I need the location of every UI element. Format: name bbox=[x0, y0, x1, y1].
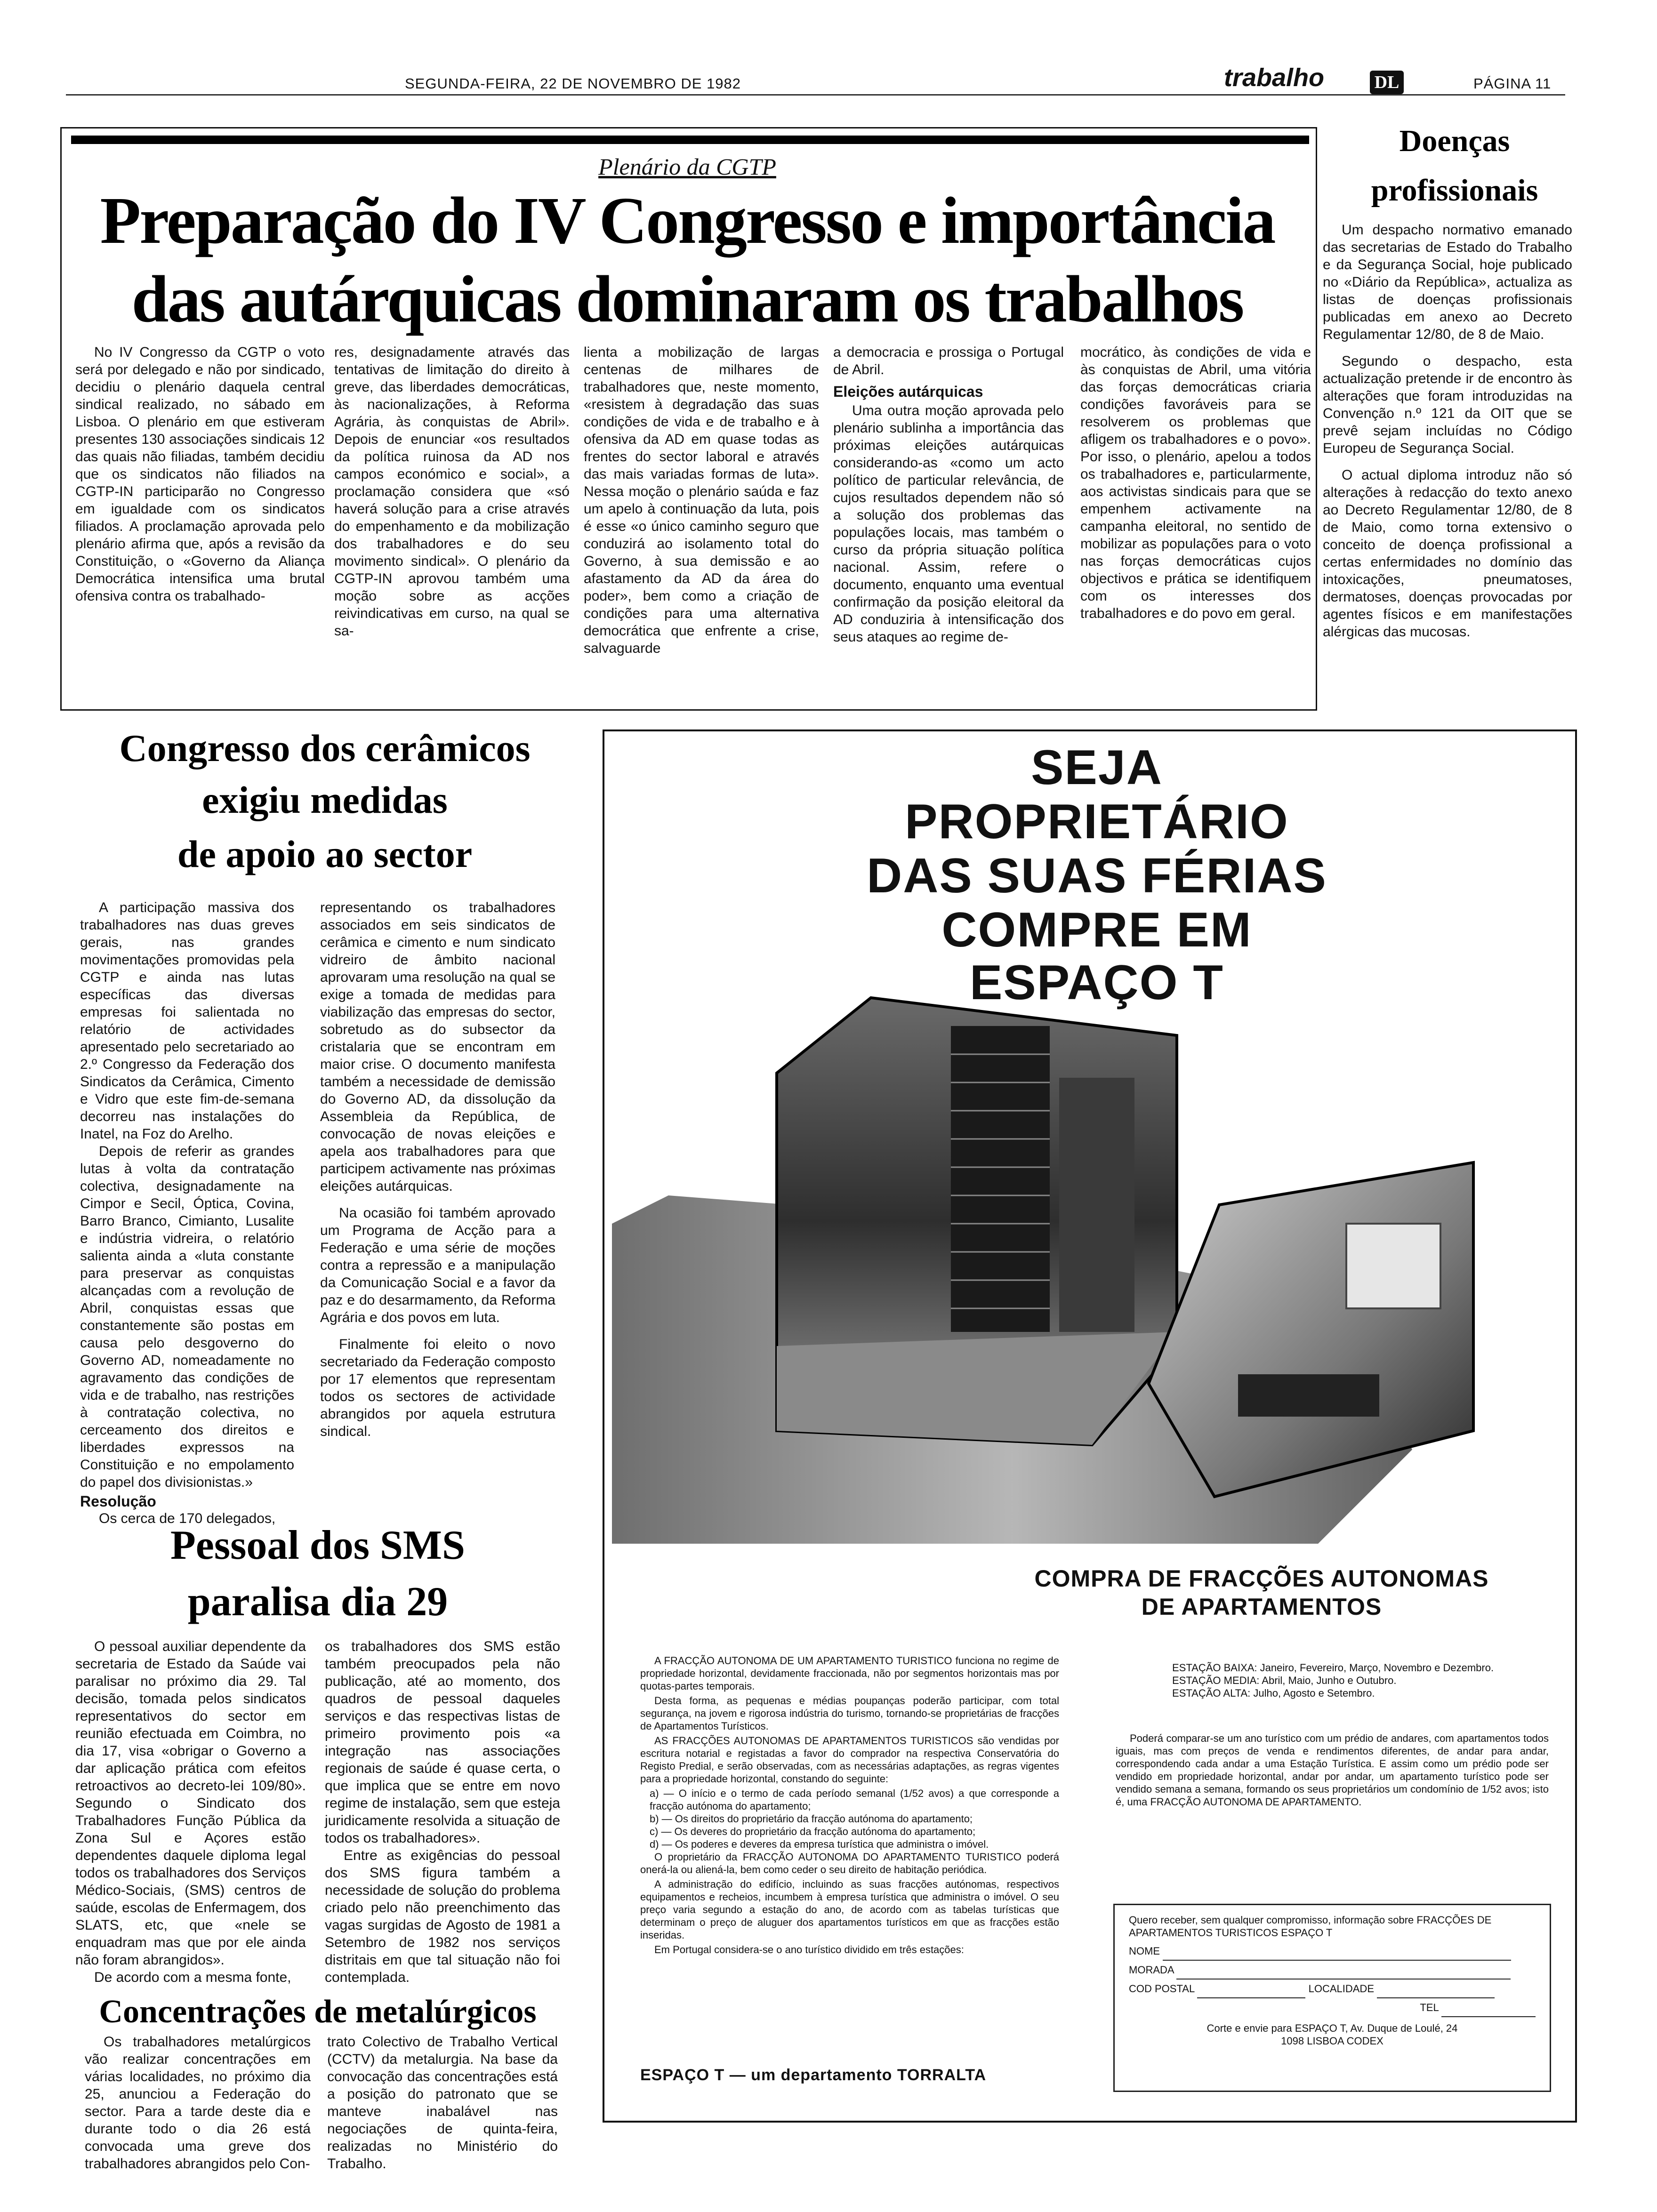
main-col-5-text: mocrático, às condições de vida e às conquistas de Abril, uma vitória das forças democráticas criaria condições favoráveis para se resolverem os problemas que afligem os trabalhadores e o povo». Por isso, o plenário, apelou a todos os trabalhadores e, particularmente, aos activistas sindicais para que se empenhem activamente na campanha eleitoral, no sentido de mobilizar as populações para o voto nas forças democráticas cujos objectivos e prática se identifiquem com os interesses dos trabalhadores e do povo em geral. bbox=[1080, 345, 1311, 621]
coupon-name-label: NOME bbox=[1129, 1945, 1160, 1957]
coupon-footer-1: Corte e envie para ESPAÇO T, Av. Duque de Loulé, 24 bbox=[1207, 2022, 1458, 2034]
ad-headline-4: COMPRE EM ESPAÇO T bbox=[941, 903, 1252, 1010]
sms-title-2: paralisa dia 29 bbox=[187, 1579, 448, 1625]
sms-col-2 bbox=[325, 1638, 560, 1986]
ceramicos-subhead: Resolução bbox=[80, 1493, 156, 1510]
main-col-4-text-a: a democracia e prossiga o Portugal de Abril. bbox=[833, 345, 1064, 377]
top-thick-rule bbox=[71, 136, 1309, 144]
logo-letters: DL bbox=[1374, 72, 1400, 92]
ceramicos-col-1-a: A participação massiva dos trabalhadores nas duas greves gerais, nas grandes movimentações promovidas pela CGTP e ainda nas lutas específicas das diversas empresas foi salientada no relatório de actividades apresentado pelo secretariado ao 2.º Congresso da Federação dos Sindicatos da Cerâmica, Cimento e Vidro que este fim-de-semana decorreu nas instalações do Inatel, na Foz do Arelho. bbox=[80, 900, 294, 1142]
header-rule bbox=[66, 94, 1565, 96]
page-header bbox=[0, 56, 1657, 104]
coupon-address-field[interactable] bbox=[1176, 1966, 1511, 1980]
doencas-body bbox=[1323, 221, 1572, 641]
metalurgicos-col-2 bbox=[327, 2033, 558, 2172]
ad-left-p4: O proprietário da FRACÇÃO AUTONOMA DO APARTAMENTO TURISTICO poderá onerá-la ou aliená-la, bem como ceder o seu direito de habitação periódica. bbox=[640, 1851, 1059, 1875]
main-col-2 bbox=[325, 344, 570, 640]
coupon-postal-row bbox=[1129, 1980, 1536, 1998]
coupon-intro: Quero receber, sem qualquer compromisso, informação sobre FRACÇÕES DE APARTAMENTOS TURISTICOS ESPAÇO T bbox=[1129, 1914, 1492, 1939]
header-date: SEGUNDA-FEIRA, 22 DE NOVEMBRO DE 1982 bbox=[405, 75, 741, 92]
ad-headline-3: DAS SUAS FÉRIAS bbox=[867, 849, 1327, 903]
ad-coupon bbox=[1113, 1904, 1551, 2092]
ceramicos-title-2: exigiu medidas bbox=[202, 778, 448, 821]
ad-interior-window bbox=[1346, 1224, 1440, 1308]
main-col-2-text: res, designadamente através das tentativas de limitação do direito à greve, das liberdades democráticas, às nacionalizações, à Reforma Agrária, às conquistas de Abril». Depois de enunciar «os resultados da política ruinosa da AD nos campos económico e social», a proclamação considera que «só haverá solução para a crise através do empenhamento e da mobilização dos trabalhadores e do seu movimento sindical». O plenário da CGTP-IN aprovou também uma moção sobre as acções reivindicativas em curso, na qual se sa- bbox=[334, 345, 570, 639]
coupon-footer-2: 1098 LISBOA CODEX bbox=[1281, 2035, 1384, 2047]
ad-left-p1: A FRACÇÃO AUTONOMA DE UM APARTAMENTO TURISTICO funciona no regime de propriedade horizontal, devidamente fraccionada, não por segmentos horizontais mas por quotas-partes temporais. bbox=[640, 1655, 1059, 1692]
coupon-address-row bbox=[1129, 1961, 1536, 1980]
doencas-title-2: profissionais bbox=[1371, 173, 1538, 208]
ad-list-item-d: d) — Os poderes e deveres da empresa turística que administra o imóvel. bbox=[650, 1838, 989, 1850]
ad-left-list bbox=[640, 1787, 1059, 1851]
article-headline-1: Preparação do IV Congresso e importância bbox=[100, 183, 1275, 257]
ad-side-tower bbox=[1059, 1078, 1134, 1332]
ad-interior-panel bbox=[1149, 1162, 1473, 1497]
main-col-3 bbox=[584, 344, 819, 657]
sms-col-1-a: O pessoal auxiliar dependente da secretaria de Estado da Saúde vai paralisar no próximo dia 29. Tal decisão, tomada pelos sindicatos representativos do sector em reunião efectuada em Coimbra, no dia 17, visa «obrigar o Governo a dar aplicação prática com efeitos retroactivos ao decreto-lei 109/80». Segundo o Sindicato dos Trabalhadores Função Pública da Zona Sul e Açores estão dependentes daquele diploma legal todos os trabalhadores dos Serviços Médico-Sociais, (SMS) centros de saúde, escolas de Enfermagem, dos SLATS, etc, que «nele se enquadram mas que por ele ainda não foram abrangidos». bbox=[75, 1639, 306, 1968]
ad-season-low: ESTAÇÃO BAIXA: Janeiro, Fevereiro, Março, Novembro e Dezembro. bbox=[1172, 1662, 1494, 1674]
sms-col-2-a: os trabalhadores dos SMS estão também preocupados pela não publicação, até ao momento, dos quadros de pessoal daqueles serviços e das respectivas listas de primeiro provimento pois «a integração nas associações regionais de saúde é quase certa, o que implica que se entre em novo regime de instalação, sem que esteja juridicamente resolvida a situação de todos os trabalhadores». bbox=[325, 1639, 560, 1846]
sms-col-2-b: Entre as exigências do pessoal dos SMS figura também a necessidade de solução do problema criado pelo não preenchimento das vagas surgidas de Agosto de 1981 a Setembro de 1982 nos serviços distritais em que tal situação não foi contemplada. bbox=[325, 1848, 560, 1985]
doencas-p1: Um despacho normativo emanado das secretarias de Estado do Trabalho e da Segurança Social, hoje publicado no «Diário da República», actualiza as listas de doenças profissionais publicadas em anexo ao Decreto Regulamentar 12/80, de 8 de Maio. bbox=[1323, 222, 1572, 342]
ceramicos-col-2-b: Na ocasião foi também aprovado um Programa de Acção para a Federação e uma série de moções contra a repressão e a manipulação da Comunicação Social e a favor da paz e do desarmamento, da Reforma Agrária e dos povos em luta. bbox=[320, 1205, 555, 1325]
ceramicos-col-1-c: Os cerca de 170 delegados, bbox=[99, 1511, 276, 1526]
article-kicker: Plenário da CGTP bbox=[598, 153, 776, 180]
doencas-title-1: Doenças bbox=[1399, 124, 1510, 158]
ad-left-p5: A administração do edifício, incluindo as suas fracções autónomas, respectivos equipamentos e recheios, incumbem à empresa turística que administra o imóvel. O seu preço varia segundo a estação do ano, de acordo com as tabelas turísticas que determinam o preço de aluguer dos apartamentos turísticos em que as fracções estão inseridas. bbox=[640, 1878, 1059, 1941]
ad-interior-sofa bbox=[1238, 1374, 1379, 1417]
metalurgicos-title: Concentrações de metalúrgicos bbox=[99, 1994, 537, 2030]
ad-list-item-c: c) — Os deveres do proprietário da fracção autónoma do apartamento; bbox=[650, 1826, 976, 1837]
ceramicos-col-2-a: representando os trabalhadores associados em seis sindicatos de cerâmica e cimento e num sindicato vidreiro de âmbito nacional aprovaram uma resolução na qual se exige a tomada de medidas para viabilização das empresas do sector, sobretudo as do subsector da cristalaria que se encontram em maior crise. O documento manifesta também a necessidade de demissão do Governo AD, da dissolução da Assembleia da República, de convocação de novas eleições e apela aos trabalhadores para que participem activamente nas próximas eleições autárquicas. bbox=[320, 900, 555, 1194]
ceramicos-col-2-c: Finalmente foi eleito o novo secretariado da Federação composto por 17 elementos que representam todos os sectores de actividade abrangidos por aquela estrutura sindical. bbox=[320, 1337, 555, 1439]
masthead-name: trabalho bbox=[1224, 64, 1325, 92]
ad-left-p2: Desta forma, as pequenas e médias poupanças poderão participar, com total segurança, na jovem e rigorosa indústria do turismo, tornando-se proprietárias de fracções de Apartamentos Turísticos. bbox=[640, 1695, 1059, 1732]
main-col-1 bbox=[75, 344, 325, 605]
coupon-phone-row bbox=[1129, 1998, 1536, 2017]
metalurgicos-col-1 bbox=[85, 2033, 311, 2172]
main-col-4-subhead: Eleições autárquicas bbox=[833, 383, 983, 400]
main-col-4-text-b: Uma outra moção aprovada pelo plenário sublinha a importância das próximas eleições autárquicas considerando-as «como um acto político de particular relevância, de cujos resultados dependem não só a solução dos problemas das populações locais, mas também o curso da própria situação política nacional. Assim, refere o documento, enquanto uma eventual confirmação da posição eleitoral da AD conduziria à intensificação dos seus ataques ao regime de- bbox=[833, 403, 1064, 645]
ad-season-mid: ESTAÇÃO MEDIA: Abril, Maio, Junho e Outubro. bbox=[1172, 1675, 1397, 1686]
ceramicos-title-1: Congresso dos cerâmicos bbox=[119, 727, 531, 769]
coupon-postal-field[interactable] bbox=[1197, 1985, 1305, 1998]
ad-subheadline-1: COMPRA DE FRACÇÕES AUTONOMAS bbox=[1034, 1565, 1489, 1592]
coupon-locality-field[interactable] bbox=[1377, 1985, 1495, 1998]
metalurgicos-col-2-text: trato Colectivo de Trabalho Vertical (CCTV) da metalurgia. Na base da convocação das concentrações está a posição do patronato que se manteve inabalável nas negociações de quinta-feira, realizadas no Ministério do Trabalho. bbox=[327, 2034, 558, 2172]
ad-right-text bbox=[1116, 1732, 1549, 1810]
ceramicos-col-1-b: Depois de referir as grandes lutas à volta da contratação colectiva, designadamente na Cimpor e Secil, Óptica, Covina, Barro Branco, Cimianto, Lusalite e indústria vidreira, o relatório salienta ainda a «luta constante para preservar as conquistas alcançadas com a revolução de Abril, conquistas essas que constantemente são postas em causa pelo desgoverno do Governo AD, nomeadamente no agravamento das condições de vida e de trabalho, nas restrições à contratação colectiva, no cerceamento dos direitos e liberdades expressos na Constituição e no empolamento do papel dos divisionistas.» bbox=[80, 1144, 294, 1490]
doencas-p2: Segundo o despacho, esta actualização pretende ir de encontro às alterações que foram introduzidas na Convenção n.º 121 da OIT que se prevê sejam incluídas no Código Europeu de Segurança Social. bbox=[1323, 353, 1572, 456]
main-col-3-text: lienta a mobilização de largas centenas de milhares de trabalhadores que, neste momento, «resistem à degradação das suas condições de vida e de trabalho e à ofensiva da AD em quase todas as frentes do sector laboral e através das mais variadas formas de luta». Nessa moção o plenário saúda e faz um apelo à continuação da luta, pois é esse «o único caminho seguro que conduzirá ao isolamento total do Governo, à sua demissão e ao afastamento da AD da área do poder», bem como a criação de condições para uma alternativa democrática que enfrente a crise, salvaguarde bbox=[584, 345, 819, 656]
metalurgicos-col-1-text: Os trabalhadores metalúrgicos vão realizar concentrações em várias localidades, no próximo dia 25, anunciou a Federação do sector. Para a tarde deste dia e durante todo o dia 26 está convocada uma greve dos trabalhadores abrangidos pelo Con- bbox=[85, 2034, 311, 2172]
main-col-5 bbox=[1080, 344, 1311, 622]
sms-col-1-b: De acordo com a mesma fonte, bbox=[94, 1970, 291, 1985]
ad-left-text bbox=[640, 1654, 1059, 1958]
doencas-p3: O actual diploma introduz não só alterações à redacção do texto anexo ao Decreto Regulamentar 12/80, de 8 de Maio, como torna extensivo o conceito de doença profissional a certas enfermidades no domínio das intoxicações, pneumatoses, dermatoses, doenças provocadas por agentes físicos e em manifestações alérgicas das mucosas. bbox=[1323, 467, 1572, 640]
ceramicos-title-3: de apoio ao sector bbox=[177, 833, 473, 875]
sms-title-1: Pessoal dos SMS bbox=[170, 1523, 465, 1568]
ad-torralta-footer: ESPAÇO T — um departamento TORRALTA bbox=[640, 2066, 987, 2084]
ad-photo-illustration bbox=[612, 960, 1568, 1553]
ceramicos-col-2 bbox=[320, 899, 555, 1440]
main-col-4 bbox=[833, 344, 1064, 646]
coupon-name-row bbox=[1129, 1942, 1536, 1961]
coupon-phone-field[interactable] bbox=[1441, 2004, 1536, 2017]
coupon-locality-label: LOCALIDADE bbox=[1308, 1983, 1374, 1995]
article-headline-2: das autárquicas dominaram os trabalhos bbox=[131, 262, 1243, 336]
ad-list-item-a: a) — O início e o termo de cada período semanal (1/52 avos) a que corresponde a fracção autónoma do apartamento; bbox=[650, 1787, 1059, 1812]
ad-left-p3: AS FRACÇÕES AUTONOMAS DE APARTAMENTOS TURISTICOS são vendidas por escritura notarial e registadas a favor do comprador na respectiva Conservatória do Registo Predial, e serão observadas, com as necessárias adaptações, as regras vigentes para a propriedade horizontal, constando do seguinte: bbox=[640, 1735, 1059, 1785]
main-col-1-text: No IV Congresso da CGTP o voto será por delegado e não por sindicado, decidiu o plenário daquela central sindical realizado, no sábado em Lisboa. O plenário em que estiveram presentes 130 associações sindicais 12 das quais não filiadas, também decidiu que os sindicatos não filiados na CGTP-IN participarão no Congresso em igualdade com os sindicatos filiados. A proclamação aprovada pelo plenário afirma que, após a revisão da Constituição, o «Governo da Aliança Democrática intensifica uma brutal ofensiva contra os trabalhado- bbox=[75, 345, 325, 604]
coupon-postal-label: COD POSTAL bbox=[1129, 1983, 1195, 1995]
ad-headline-2: PROPRIETÁRIO bbox=[905, 794, 1289, 849]
page-number: PÁGINA 11 bbox=[1473, 75, 1552, 92]
ad-subheadline-2: DE APARTAMENTOS bbox=[1141, 1594, 1382, 1620]
sms-col-1 bbox=[75, 1638, 306, 1986]
ad-right-p: Poderá comparar-se um ano turístico com um prédio de andares, com apartamentos todos iguais, mas com preços de venda e rendimentos diferentes, de andar para andar, correspondendo cada andar a uma Estação Turística. E assim como um prédio pode ser vendido em propriedade horizontal, andar por andar, um apartamento turístico pode ser vendido semana a semana, formando os seus proprietários um condomínio de 1/52 avos; isto é, uma FRACÇÃO AUTONOMA DE APARTAMENTO. bbox=[1116, 1732, 1549, 1808]
ad-left-p6: Em Portugal considera-se o ano turístico dividido em três estações: bbox=[654, 1944, 964, 1956]
ad-headline-1: SEJA bbox=[1031, 740, 1163, 795]
ad-season-high: ESTAÇÃO ALTA: Julho, Agosto e Setembro. bbox=[1172, 1687, 1375, 1699]
coupon-address-label: MORADA bbox=[1129, 1964, 1174, 1976]
masthead-logo bbox=[1370, 71, 1404, 94]
coupon-phone-label: TEL bbox=[1420, 2002, 1439, 2013]
coupon-name-field[interactable] bbox=[1163, 1948, 1511, 1961]
ad-seasons bbox=[1172, 1661, 1549, 1699]
ad-tower bbox=[951, 1026, 1050, 1332]
ad-list-item-b: b) — Os direitos do proprietário da fracção autónoma do apartamento; bbox=[650, 1813, 973, 1825]
ceramicos-col-1 bbox=[80, 899, 294, 1527]
